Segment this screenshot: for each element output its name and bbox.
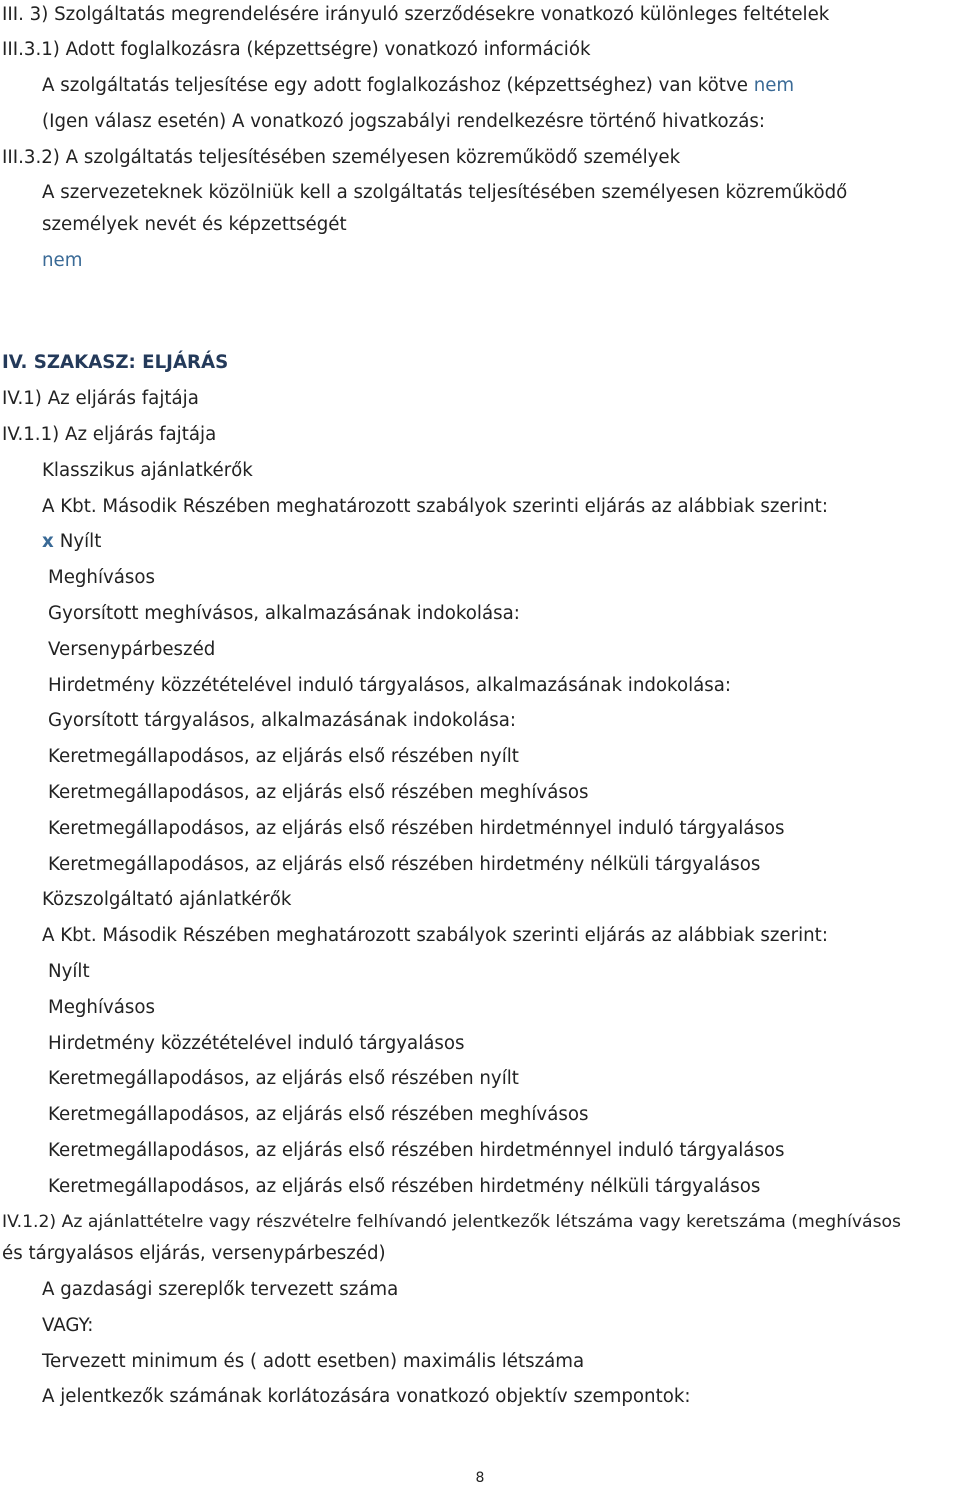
text-line: A Kbt. Második Részében meghatározott szabályok szerinti eljárás az alábbiak szerint: bbox=[42, 925, 828, 946]
text-line: személyek nevét és képzettségét bbox=[42, 214, 347, 235]
option-item: Nyílt bbox=[48, 961, 90, 982]
option-item: Keretmegállapodásos, az eljárás első részében hirdetménnyel induló tárgyalásos bbox=[48, 818, 785, 839]
option-item: Meghívásos bbox=[48, 997, 155, 1018]
text-line: A Kbt. Második Részében meghatározott szabályok szerinti eljárás az alábbiak szerint: bbox=[42, 496, 828, 517]
subsection-title-cont: és tárgyalásos eljárás, versenypárbeszéd) bbox=[2, 1243, 386, 1264]
option-item: Keretmegállapodásos, az eljárás első részében nyílt bbox=[48, 1068, 519, 1089]
answer-value: nem bbox=[42, 250, 83, 271]
option-item: Gyorsított meghívásos, alkalmazásának indokolása: bbox=[48, 603, 520, 624]
text-line: A jelentkezők számának korlátozására vonatkozó objektív szempontok: bbox=[42, 1386, 691, 1407]
option-item: Hirdetmény közzétételével induló tárgyalásos bbox=[48, 1033, 465, 1054]
option-item: Meghívásos bbox=[48, 567, 155, 588]
statement-text: A szolgáltatás teljesítése egy adott foglalkozáshoz (képzettséghez) van kötve bbox=[42, 75, 748, 96]
text-line bbox=[42, 74, 794, 98]
text-line: A szervezeteknek közölniük kell a szolgáltatás teljesítésében személyesen közreműködő bbox=[42, 182, 848, 203]
selected-mark: x bbox=[42, 531, 54, 552]
group-title: Közszolgáltató ajánlatkérők bbox=[42, 889, 292, 910]
option-item: Hirdetmény közzétételével induló tárgyalásos, alkalmazásának indokolása: bbox=[48, 675, 732, 696]
option-item: Keretmegállapodásos, az eljárás első részében hirdetmény nélküli tárgyalásos bbox=[48, 1176, 761, 1197]
option-item: Keretmegállapodásos, az eljárás első részében hirdetménnyel induló tárgyalásos bbox=[48, 1140, 785, 1161]
group-title: Klasszikus ajánlatkérők bbox=[42, 460, 253, 481]
subsection-title: IV.1.2) Az ajánlattételre vagy részvételre felhívandó jelentkezők létszáma vagy keretszáma (meghívásos bbox=[2, 1212, 902, 1232]
section-heading: IV. SZAKASZ: ELJÁRÁS bbox=[2, 352, 229, 373]
answer-value: nem bbox=[753, 75, 795, 96]
option-label: Nyílt bbox=[59, 531, 102, 552]
option-item: Keretmegállapodásos, az eljárás első részében hirdetmény nélküli tárgyalásos bbox=[48, 854, 761, 875]
option-item: Keretmegállapodásos, az eljárás első részében nyílt bbox=[48, 746, 519, 767]
subsection-title: III.3.1) Adott foglalkozásra (képzettségre) vonatkozó információk bbox=[2, 39, 591, 60]
option-item bbox=[42, 530, 101, 554]
text-line: Tervezett minimum és ( adott esetben) maximális létszáma bbox=[42, 1351, 585, 1372]
option-item: Versenypárbeszéd bbox=[48, 639, 216, 660]
text-line: VAGY: bbox=[42, 1315, 94, 1336]
page-number: 8 bbox=[475, 1470, 485, 1486]
option-item: Keretmegállapodásos, az eljárás első részében meghívásos bbox=[48, 1104, 589, 1125]
subsection-title: III.3.2) A szolgáltatás teljesítésében személyesen közreműködő személyek bbox=[2, 147, 681, 168]
text-line: A gazdasági szereplők tervezett száma bbox=[42, 1279, 399, 1300]
subsection-title: IV.1.1) Az eljárás fajtája bbox=[2, 424, 217, 445]
option-item: Gyorsított tárgyalásos, alkalmazásának indokolása: bbox=[48, 710, 516, 731]
option-item: Keretmegállapodásos, az eljárás első részében meghívásos bbox=[48, 782, 589, 803]
subsection-title: IV.1) Az eljárás fajtája bbox=[2, 388, 199, 409]
section-heading: III. 3) Szolgáltatás megrendelésére irányuló szerződésekre vonatkozó különleges feltételek bbox=[2, 4, 830, 25]
text-line: (Igen válasz esetén) A vonatkozó jogszabályi rendelkezésre történő hivatkozás: bbox=[42, 111, 765, 132]
